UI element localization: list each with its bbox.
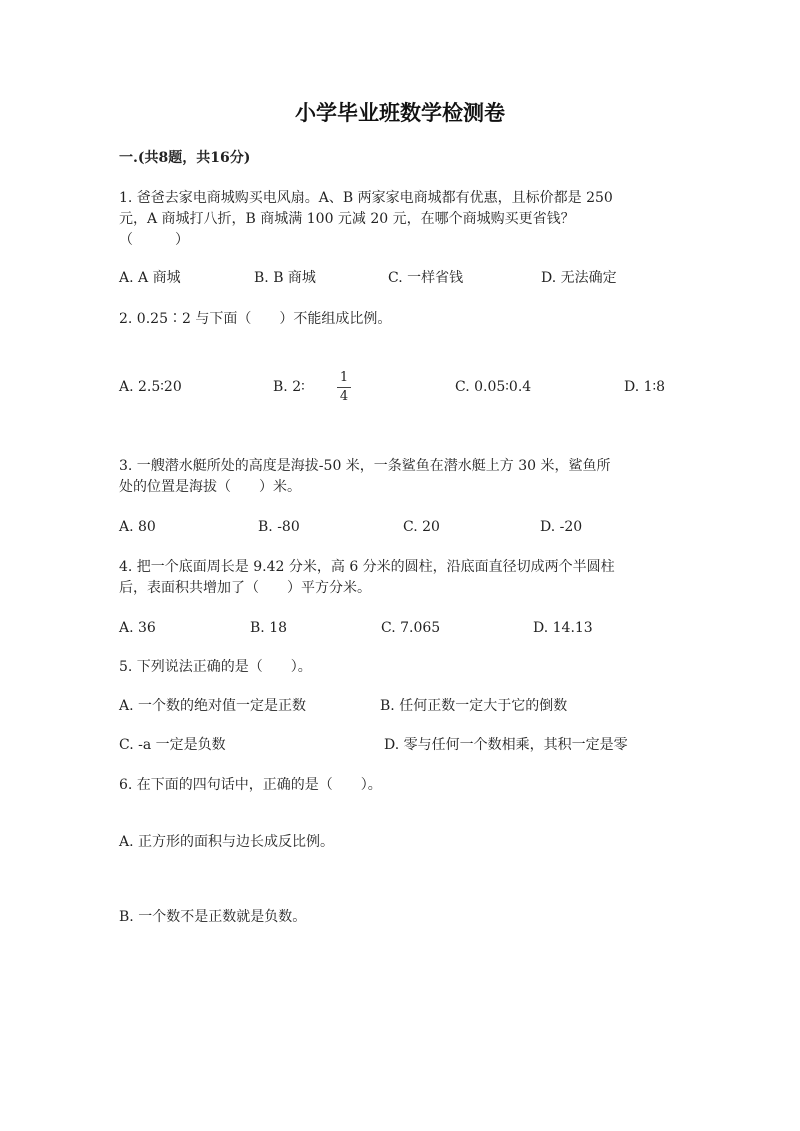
option-a: A. 36: [119, 620, 156, 636]
option-c: C. 0.05∶0.4: [455, 379, 532, 395]
question-text: 3. 一艘潜水艇所处的高度是海拔-50 米，一条鲨鱼在潜水艇上方 30 米，鲨鱼所: [119, 458, 611, 474]
option-b: B. 18: [250, 620, 288, 636]
fraction-numerator: 1: [339, 370, 349, 385]
page-title: 小学毕业班数学检测卷: [295, 100, 505, 125]
option-a: A. 80: [119, 519, 156, 535]
question-text: 1. 爸爸去家电商城购买电风扇。A、B 两家家电商城都有优惠，且标价都是 250: [119, 190, 613, 206]
option-d: D. 14.13: [533, 620, 593, 636]
question-text: 元，A 商城打八折，B 商城满 100 元减 20 元，在哪个商城购买更省钱？: [119, 211, 575, 227]
option-d: D. -20: [540, 519, 583, 535]
option-d: D. 无法确定: [541, 270, 617, 286]
option-b: B. B 商城: [254, 270, 316, 286]
answer-blank: （ ）: [119, 232, 189, 248]
fraction-denominator: 4: [339, 389, 349, 404]
option-d: D. 零与任何一个数相乘，其积一定是零: [384, 737, 628, 753]
option-a: A. 正方形的面积与边长成反比例。: [119, 834, 335, 850]
question-text: 5. 下列说法正确的是（ ）。: [119, 659, 312, 675]
section-heading: 一.(共8题，共16分): [119, 150, 251, 166]
option-c: C. 一样省钱: [388, 270, 464, 286]
option-c: C. -a 一定是负数: [119, 737, 226, 753]
question-text: 6. 在下面的四句话中，正确的是（ ）。: [119, 777, 382, 793]
question-text: 处的位置是海拔（ ）米。: [119, 479, 301, 495]
option-b: B. -80: [258, 519, 300, 535]
question-text: 后，表面积共增加了（ ）平方分米。: [119, 580, 371, 596]
option-b: B. 2∶: [273, 379, 305, 395]
fraction: [337, 370, 351, 405]
question-text: 4. 把一个底面周长是 9.42 分米，高 6 分米的圆柱，沿底面直径切成两个半圆柱: [119, 559, 615, 575]
option-b: B. 任何正数一定大于它的倒数: [380, 698, 568, 714]
option-c: C. 7.065: [381, 620, 441, 636]
option-b: B. 一个数不是正数就是负数。: [119, 909, 307, 925]
option-a: A. 一个数的绝对值一定是正数: [119, 698, 307, 714]
option-a: A. A 商城: [119, 270, 181, 286]
question-text: 2. 0.25∶2 与下面（ ）不能组成比例。: [119, 311, 392, 327]
fraction-bar: [337, 387, 351, 388]
option-c: C. 20: [403, 519, 440, 535]
option-a: A. 2.5∶20: [119, 379, 182, 395]
option-d: D. 1∶8: [624, 379, 666, 395]
